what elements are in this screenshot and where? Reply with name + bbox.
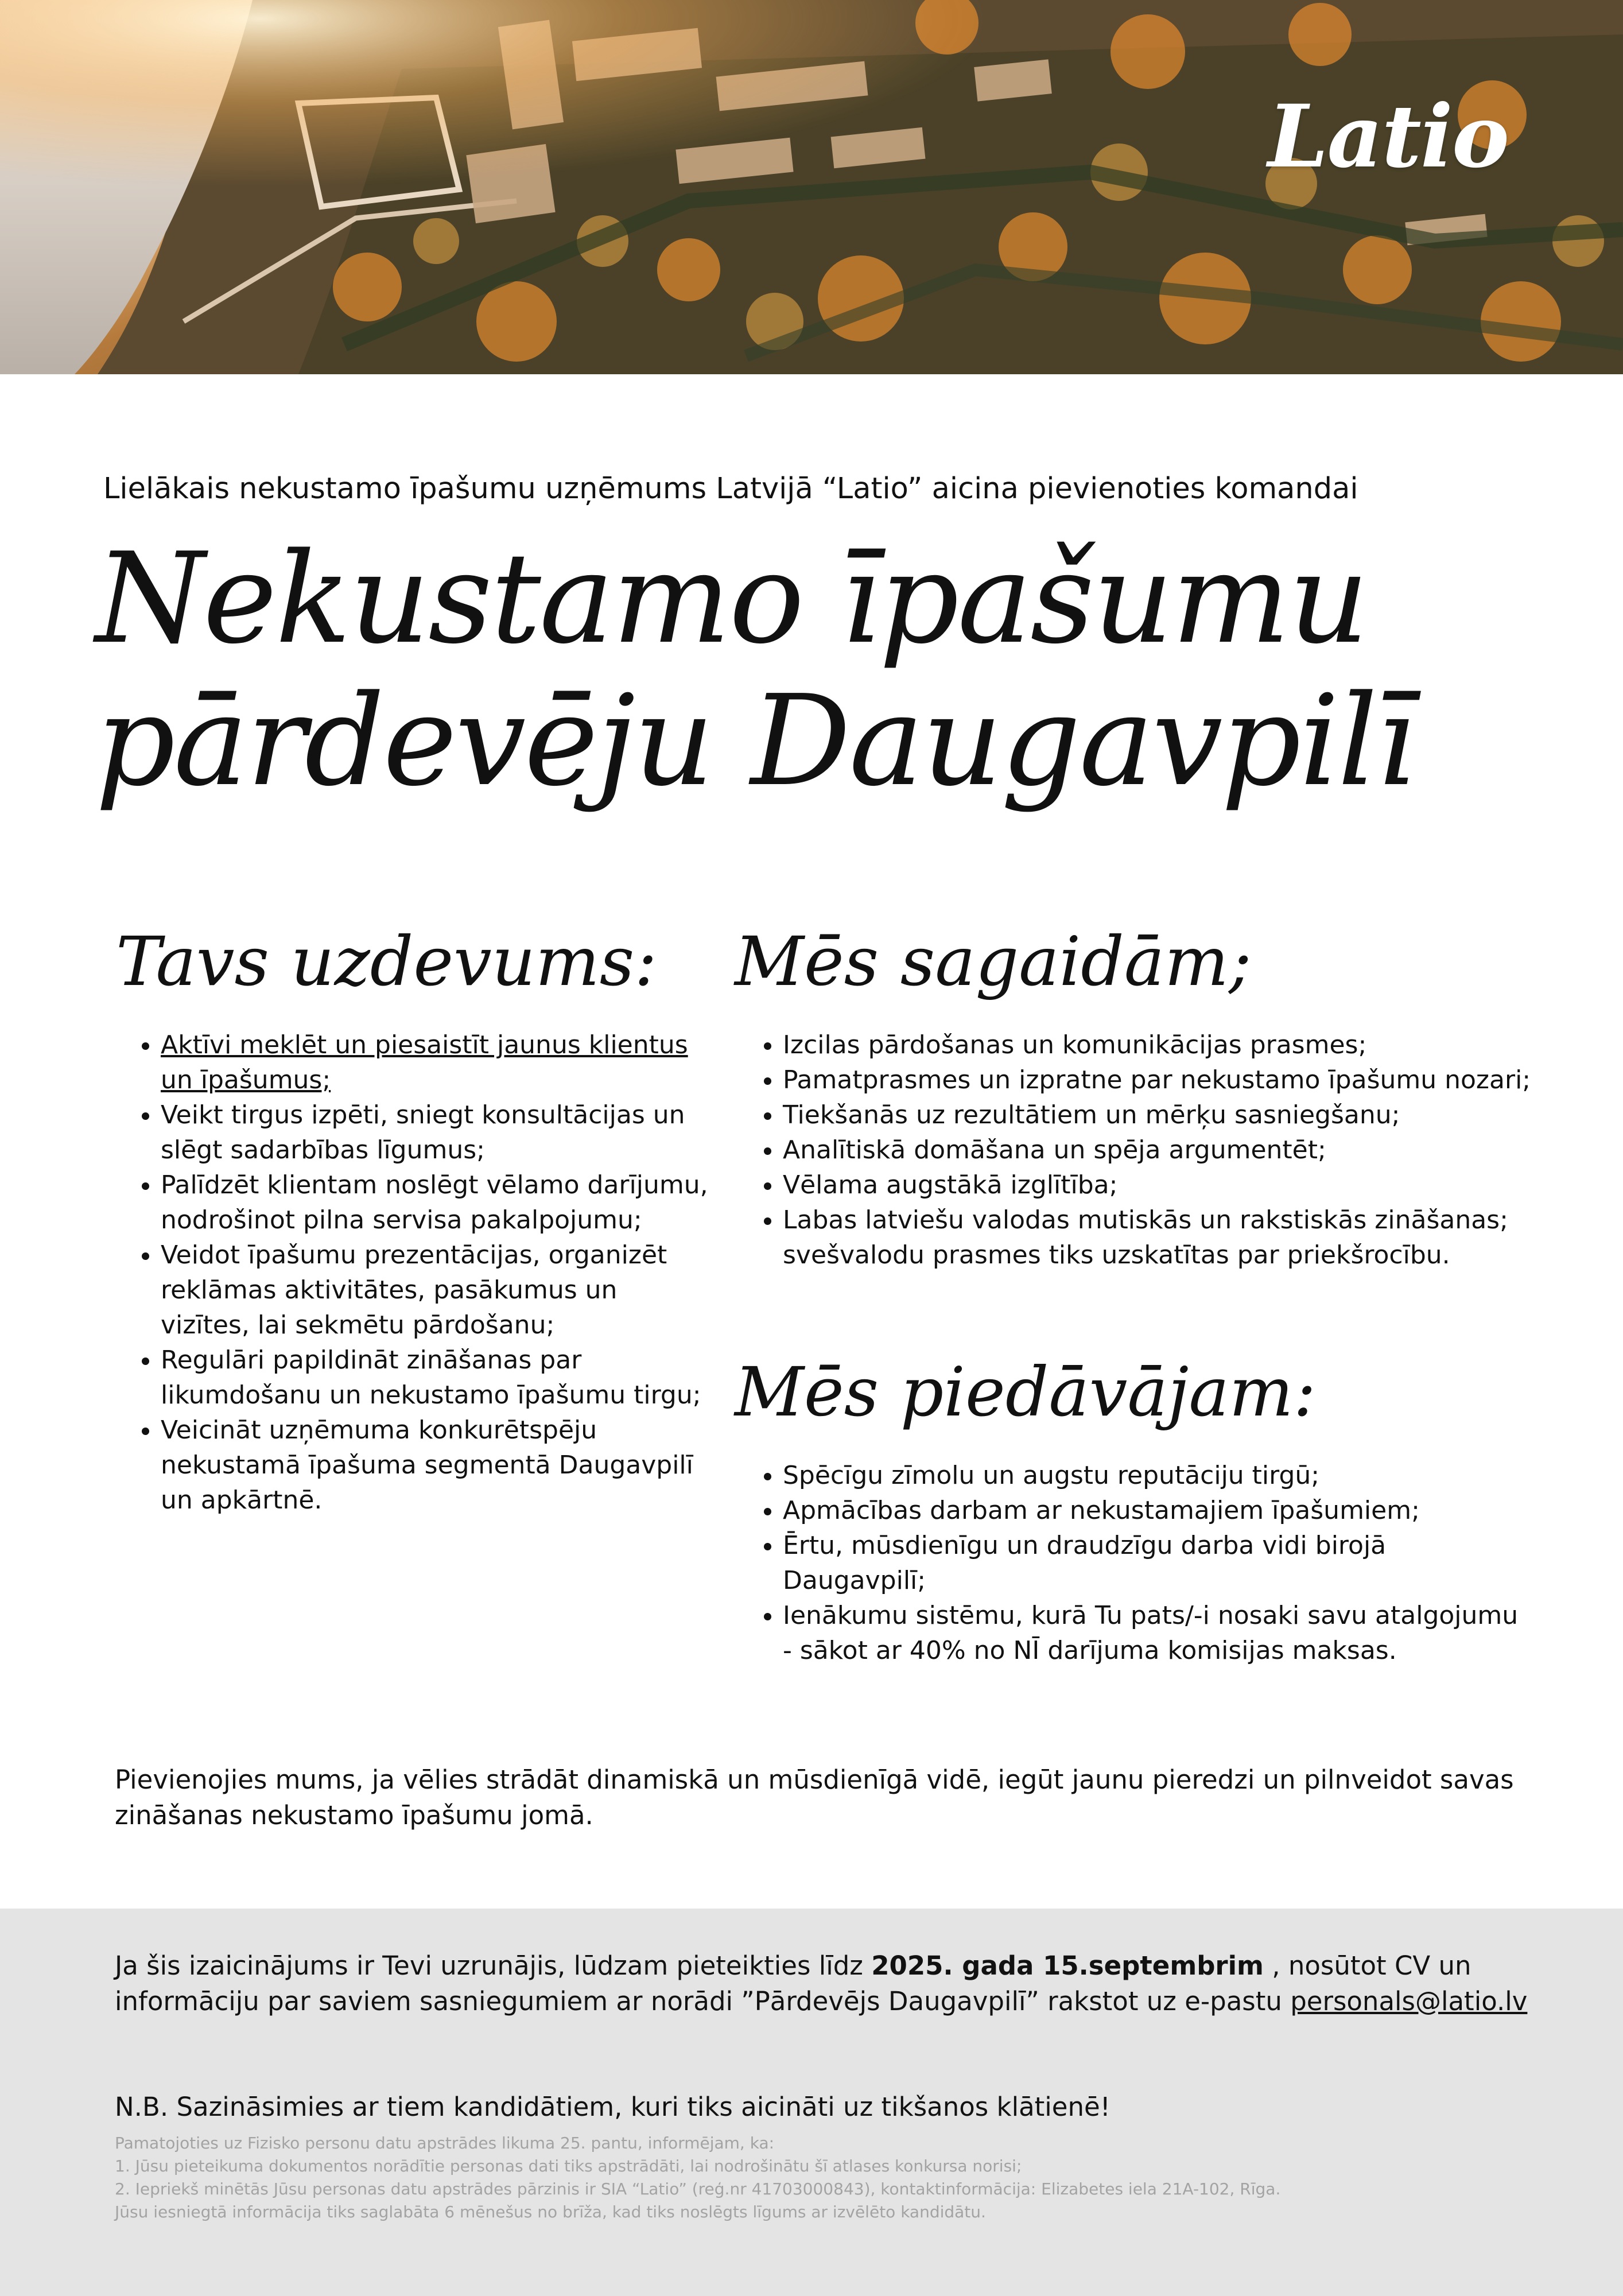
expect-item: • Labas latviešu valodas mutiskās un rakstiskās zināšanas; svešvalodu prasmes tiks uzskatītas par priekšrocību. <box>783 1203 1623 1273</box>
email-link[interactable]: personals@latio.lv <box>1290 1986 1528 2016</box>
expect-item: • Izcilas pārdošanas un komunikācijas prasmes; <box>783 1027 1623 1062</box>
fine-print-line: 1. Jūsu pieteikuma dokumentos norādītie personas dati tiks apstrādāti, lai nodrošinātu šī atlases konkursa norisi; <box>115 2157 1022 2175</box>
expect-heading: Mēs sagaidām; <box>735 922 1252 1001</box>
task-item: • Palīdzēt klientam noslēgt vēlamo darījumu, nodrošinot pilna servisa pakalpojumu; <box>161 1168 712 1238</box>
offer-heading: Mēs piedāvājam: <box>735 1352 1317 1432</box>
expect-list <box>736 1027 1623 1273</box>
task-heading: Tavs uzdevums: <box>116 922 658 1001</box>
task-item: • Aktīvi meklēt un piesaistīt jaunus klientus un īpašumus; <box>161 1027 712 1097</box>
expect-item: • Vēlama augstākā izglītība; <box>783 1168 1623 1203</box>
title-line-2: pārdevēju Daugavpilī <box>95 669 1415 814</box>
latio-logo: Latio <box>1268 86 1508 187</box>
task-item: • Veidot īpašumu prezentācijas, organizēt reklāmas aktivitātes, pasākumus un vizītes, lai sekmētu pārdošanu; <box>161 1238 712 1343</box>
apply-prefix: Ja šis izaicinājums ir Tevi uzrunājis, lūdzam pieteikties līdz <box>115 1950 872 1981</box>
task-item: • Veikt tirgus izpēti, sniegt konsultācijas un slēgt sadarbības līgumus; <box>161 1097 712 1168</box>
intro-text: Lielākais nekustamo īpašumu uzņēmums Latvijā “Latio” aicina pievienoties komandai <box>103 472 1358 506</box>
task-list <box>114 1027 712 1518</box>
fine-print-line: 2. Iepriekš minētās Jūsu personas datu apstrādes pārzinis ir SIA “Latio” (reģ.nr 41703000843), kontaktinformācija: Elizabetes iela 21A-102, Rīga. <box>115 2179 1281 2198</box>
nb-note: N.B. Sazināsimies ar tiem kandidātiem, kuri tiks aicināti uz tikšanos klātienē! <box>115 2092 1111 2122</box>
aerial-city-photo <box>0 0 1623 374</box>
expect-item: • Tiekšanās uz rezultātiem un mērķu sasniegšanu; <box>783 1097 1623 1133</box>
task-item: • Veicināt uzņēmuma konkurētspēju nekustamā īpašuma segmentā Daugavpilī un apkārtnē. <box>161 1413 712 1518</box>
fine-print-line: Pamatojoties uz Fizisko personu datu apstrādes likuma 25. pantu, informējam, ka: <box>115 2134 775 2152</box>
apply-paragraph <box>115 1948 1538 2019</box>
offer-item: • Ērtu, mūsdienīgu un draudzīgu darba vidi birojā Daugavpilī; <box>783 1528 1529 1598</box>
task-item: • Regulāri papildināt zināšanas par likumdošanu un nekustamo īpašumu tirgu; <box>161 1343 712 1413</box>
offer-list <box>736 1458 1529 1668</box>
fine-print-line: Jūsu iesniegtā informācija tiks saglabāta 6 mēnešus no brīža, kad tiks noslēgts līgums ar izvēlēto kandidātu. <box>115 2202 986 2221</box>
page-title <box>95 528 1559 813</box>
title-line-1: Nekustamo īpašumu <box>95 526 1368 672</box>
apply-deadline: 2025. gada 15.septembrim <box>871 1950 1264 1981</box>
join-paragraph: Pievienojies mums, ja vēlies strādāt dinamiskā un mūsdienīgā vidē, iegūt jaunu pieredzi un pilnveidot savas zināšanas nekustamo īpašumu jomā. <box>115 1764 1514 1830</box>
hero-image <box>0 0 1623 374</box>
privacy-fine-print <box>115 2132 1492 2224</box>
offer-item: • Spēcīgu zīmolu un augstu reputāciju tirgū; <box>783 1458 1529 1493</box>
expect-item: • Analītiskā domāšana un spēja argumentēt; <box>783 1133 1623 1168</box>
offer-item: • Apmācības darbam ar nekustamajiem īpašumiem; <box>783 1493 1529 1528</box>
offer-item: • Ienākumu sistēmu, kurā Tu pats/-i nosaki savu atalgojumu - sākot ar 40% no NĪ darījuma komisijas maksas. <box>783 1598 1529 1668</box>
expect-item: • Pamatprasmes un izpratne par nekustamo īpašumu nozari; <box>783 1062 1623 1097</box>
apply-middle: , nosūtot CV un informāciju par saviem sasniegumiem ar norādi ”Pārdevējs Daugavpilī” rakstot uz e-pastu <box>115 1950 1471 2016</box>
